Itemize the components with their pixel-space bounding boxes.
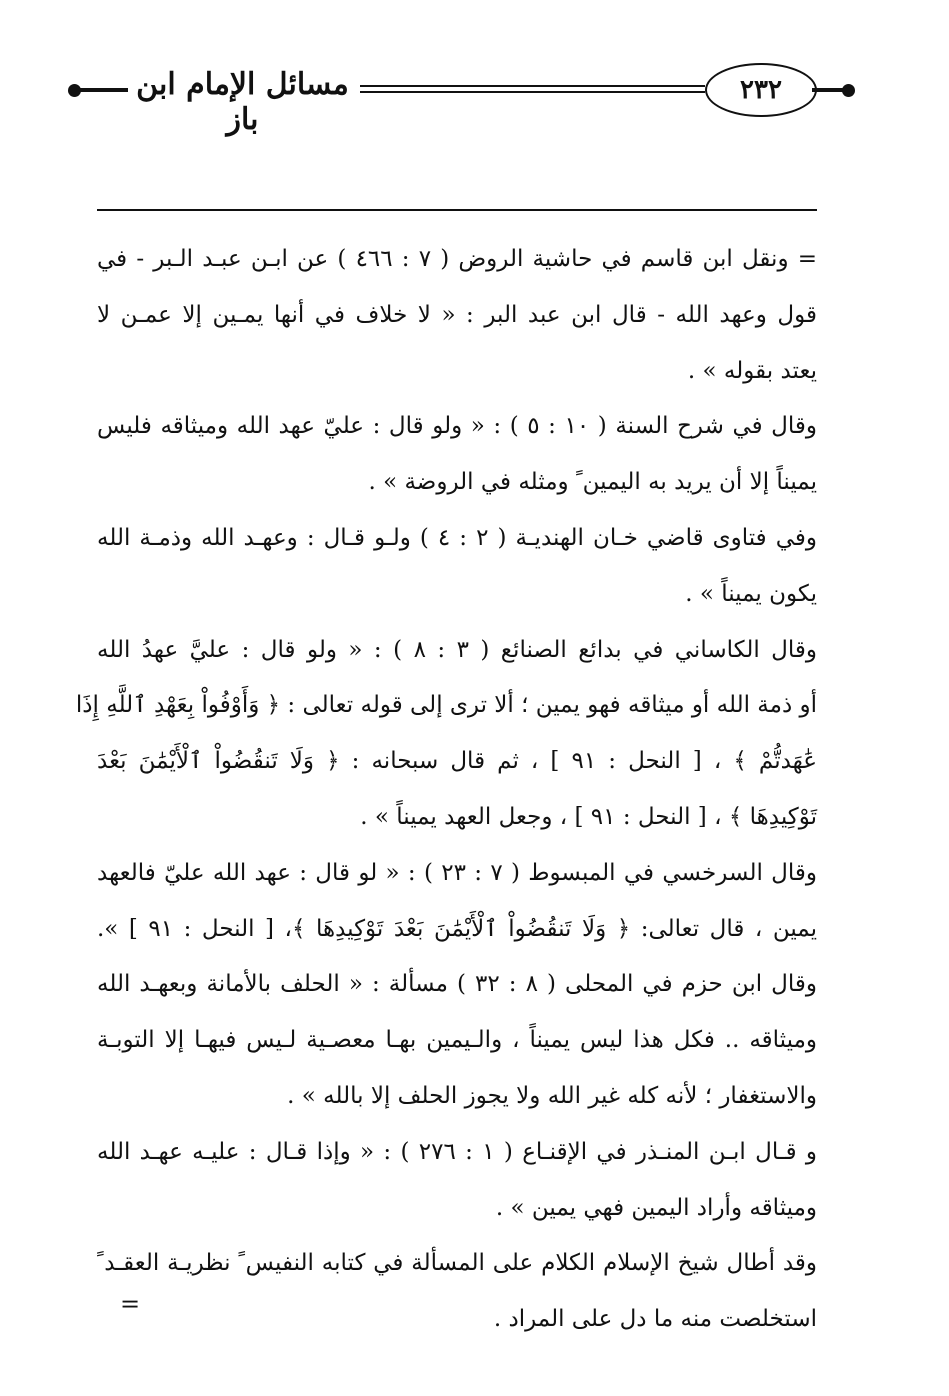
text-line: قول وعهد الله - قال ابن عبد البر : « لا خلاف في أنها يمـين إلا عمـن لا: [97, 301, 817, 328]
header-right-line: [812, 88, 844, 92]
text-line: عَٰهَدتُّمْ ﴾ ، [ النحل : ٩١ ] ، ثم قال سبحانه : ﴿ وَلَا تَنقُضُواْ ٱلْأَيْمَٰنَ بَعْدَ: [97, 748, 817, 775]
header-middle-line-top: [360, 85, 705, 87]
footnote-separator: [97, 209, 817, 211]
footnote-body: [75, 232, 818, 1348]
text-line: والاستغفار ؛ لأنه كله غير الله ولا يجوز الحلف إلا بالله » .: [287, 1082, 817, 1109]
text-line: وقال في شرح السنة ( ١٠ : ٥ ) : « ولو قال : عليّ عهد الله وميثاقه فليس: [97, 413, 818, 440]
text-line: تَوْكِيدِهَا ﴾ ، [ النحل : ٩١ ] ، وجعل العهد يميناً » .: [360, 803, 817, 830]
text-line: وقد أطال شيخ الإسلام الكلام على المسألة في كتابه النفيس ً نظريـة العقـد ً: [97, 1250, 817, 1277]
text-line: استخلصت منه ما دل على المراد .: [493, 1306, 817, 1333]
text-line: وميثاقه وأراد اليمين فهي يمين » .: [495, 1194, 817, 1221]
text-line: أو ذمة الله أو ميثاقه فهو يمين ؛ ألا ترى إلى قوله تعالى : ﴿ وَأَوْفُواْ بِعَهْدِ ٱللَّهِ إِذَا: [75, 692, 817, 719]
text-line: يمين ، قال تعالى: ﴿ وَلَا تَنقُضُواْ ٱلْأَيْمَٰنَ بَعْدَ تَوْكِيدِهَا ﴾، [ النحل : ٩١ ] ».: [97, 915, 817, 942]
header-middle-line-bottom: [360, 91, 705, 93]
page-number: ٢٣٢: [705, 63, 817, 117]
text-line: وفي فتاوى قاضي خـان الهنديـة ( ٢ : ٤ ) ولـو قـال : وعهـد الله وذمـة الله: [97, 524, 817, 551]
continuation-mark: =: [120, 1290, 141, 1318]
text-line: وقال ابن حزم في المحلى ( ٨ : ٣٢ ) مسألة : « الحلف بالأمانة وبعهـد الله: [97, 971, 817, 998]
text-line: وقال الكاساني في بدائع الصنائع ( ٣ : ٨ ) : « ولو قال : عليَّ عهدُ الله: [97, 636, 817, 663]
text-line: وقال السرخسي في المبسوط ( ٧ : ٢٣ ) : « لو قال : عهد الله عليّ فالعهد: [97, 859, 817, 886]
page-header: [60, 55, 860, 135]
text-line: و قـال ابـن المنـذر في الإقنـاع ( ١ : ٢٧٦ ) : « وإذا قـال : عليـه عهـد الله: [97, 1138, 817, 1165]
header-right-dot: [842, 84, 855, 97]
running-title: مسائل الإمام ابن باز: [136, 67, 349, 137]
text-line: = ونقل ابن قاسم في حاشية الروض ( ٧ : ٤٦٦ ) عن ابـن عبـد الـبر - في: [97, 246, 817, 272]
text-line: يميناً إلا أن يريد به اليمين ً ومثله في الروضة » .: [368, 469, 817, 496]
text-line: يكون يميناً » .: [685, 580, 817, 607]
header-left-line: [78, 88, 128, 92]
text-line: وميثاقه .. فكل هذا ليس يميناً ، والـيمين بهـا معصـية لـيس فيهـا إلا التوبـة: [97, 1027, 817, 1054]
text-line: يعتد بقوله » .: [687, 357, 817, 384]
